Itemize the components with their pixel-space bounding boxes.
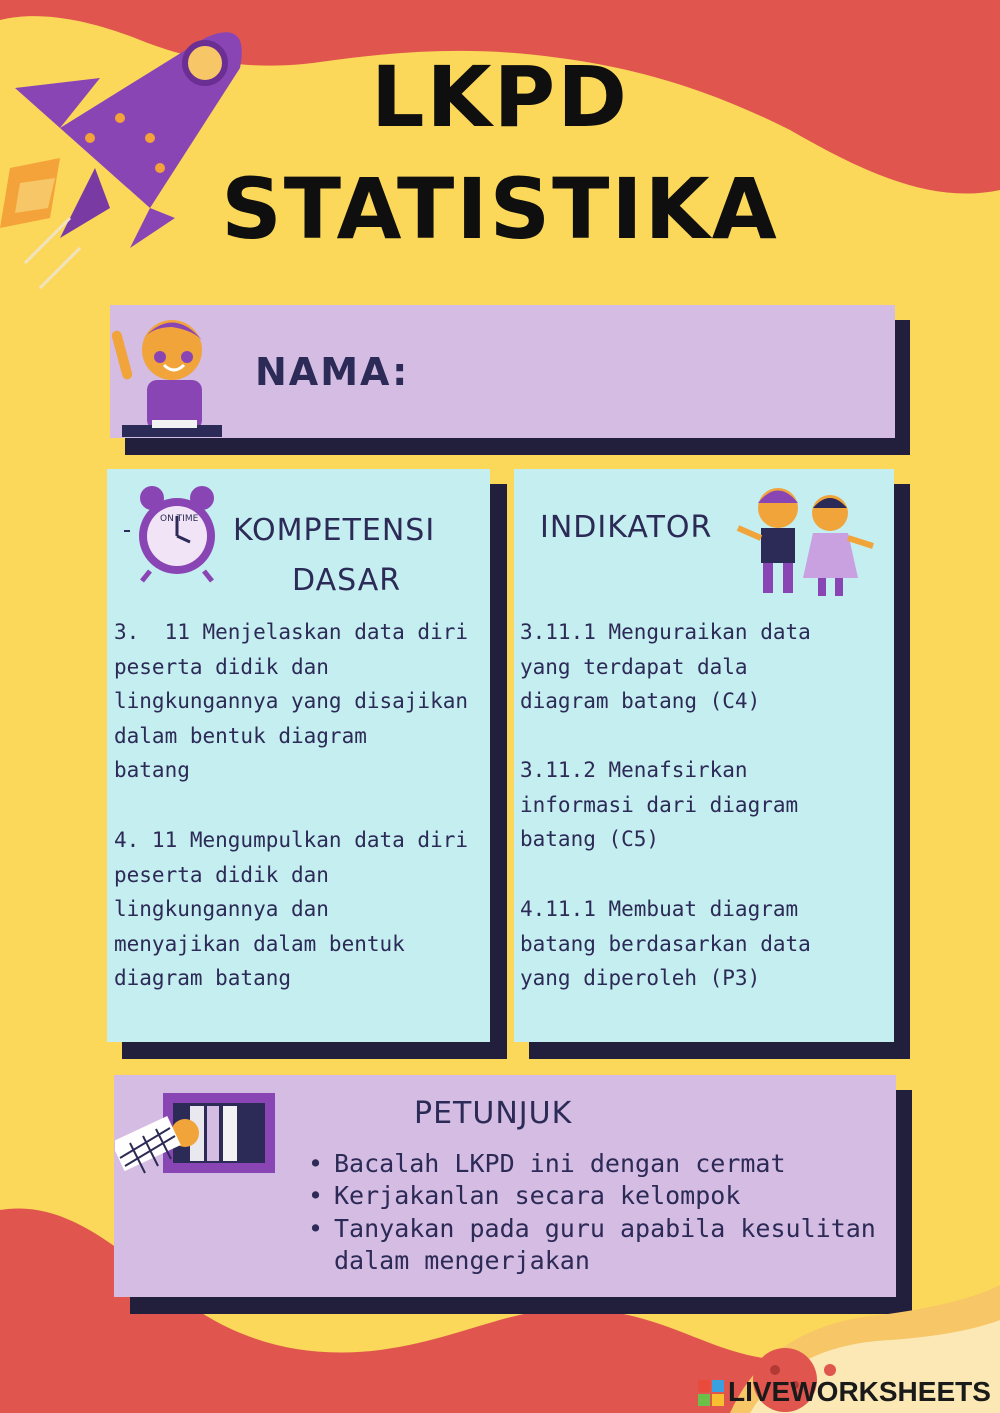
petunjuk-heading: PETUNJUK <box>414 1096 573 1131</box>
liveworksheets-logo-icon <box>698 1380 726 1406</box>
petunjuk-bullet-2: • <box>308 1181 324 1210</box>
alarm-clock-icon <box>122 476 222 586</box>
petunjuk-bullet-1: • <box>308 1149 324 1178</box>
indikator-item-1: 3.11.1 Menguraikan data yang terdapat dala diagram batang (C4) <box>520 620 811 713</box>
children-walking-icon <box>733 478 883 603</box>
indikator-item-3: 4.11.1 Membuat diagram batang berdasarkan data yang diperoleh (P3) <box>520 897 811 990</box>
watermark-text: LIVEWORKSHEETS <box>728 1376 991 1407</box>
indikator-item-2: 3.11.2 Menafsirkan informasi dari diagram batang (C5) <box>520 758 799 851</box>
kompetensi-item-2: 4. 11 Mengumpulkan data diri peserta didik dan lingkungannya dan menyajikan dalam bentuk diagram batang <box>114 828 469 990</box>
kompetensi-item-1: 3. 11 Menjelaskan data diri peserta didik dan lingkungannya yang disajikan dalam bentuk diagram batang <box>114 620 469 782</box>
bookshelf-hand-icon <box>115 1088 280 1188</box>
kompetensi-heading-line1: KOMPETENSI <box>233 513 436 548</box>
petunjuk-item-1: Bacalah LKPD ini dengan cermat <box>334 1149 786 1178</box>
petunjuk-item-3: Tanyakan pada guru apabila kesulitan dalam mengerjakan <box>334 1214 876 1275</box>
nama-label: NAMA: <box>255 350 410 394</box>
waving-kid-icon <box>112 305 232 440</box>
kompetensi-heading-line2: DASAR <box>292 563 402 598</box>
page-title-line2: STATISTIKA <box>221 160 779 258</box>
petunjuk-bullet-3: • <box>308 1214 324 1243</box>
indikator-heading: INDIKATOR <box>540 510 713 545</box>
petunjuk-item-2: Kerjakanlan secara kelompok <box>334 1181 741 1210</box>
page-title-line1: LKPD <box>371 48 629 146</box>
clock-text: ON TIME <box>160 514 199 524</box>
